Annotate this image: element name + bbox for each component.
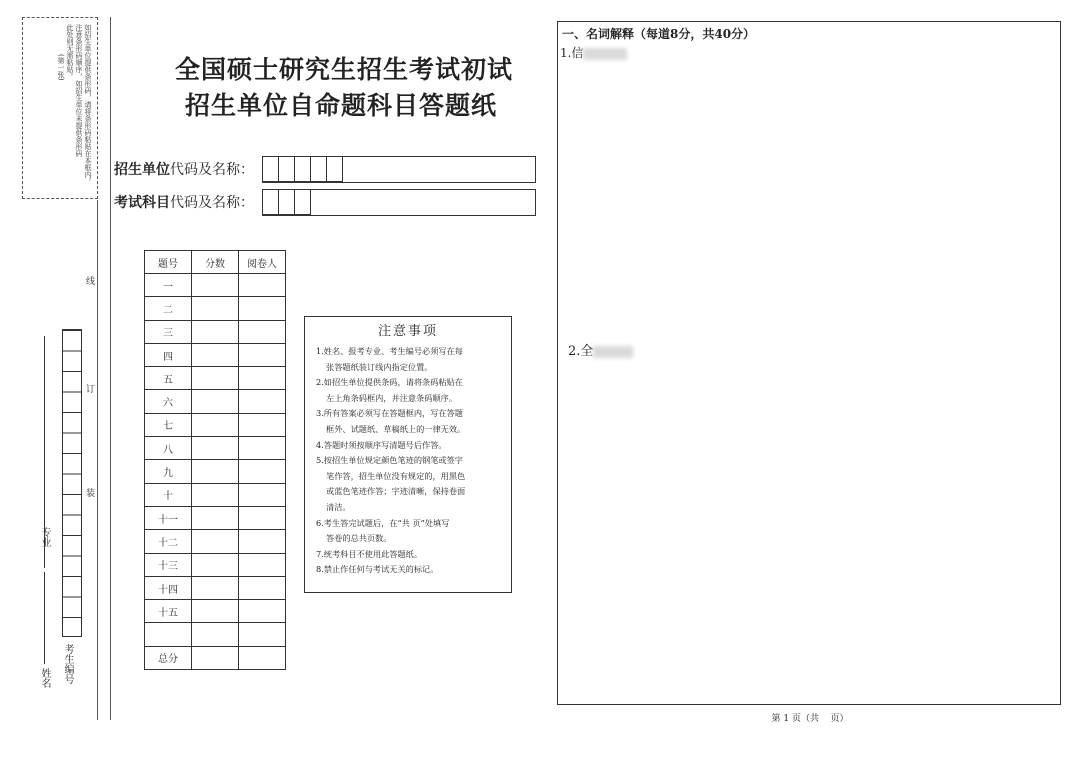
grader-cell[interactable] (239, 320, 286, 343)
table-row (145, 460, 286, 483)
grader-cell[interactable] (239, 576, 286, 599)
binding-mark-line: 线 (86, 277, 96, 287)
unit-label-bold: 招生单位 (114, 162, 170, 178)
question-no (145, 623, 192, 646)
table-row (145, 274, 286, 297)
grader-cell[interactable] (239, 623, 286, 646)
score-cell[interactable] (192, 600, 239, 623)
notes-title: 注意事项 (377, 324, 438, 339)
grader-cell[interactable] (239, 390, 286, 413)
subject-code-cells[interactable] (262, 189, 310, 215)
barcode-notice-line: 注意条形码顺序，如招生单位未提供条形码 (75, 24, 83, 157)
grader-cell[interactable] (239, 274, 286, 297)
note-line: 1.姓名、报考专业、考生编号必须写在每 (316, 346, 463, 356)
note-line: 左上角条码框内，并注意条码顺序。 (326, 392, 458, 403)
table-row (145, 297, 286, 320)
table-row (145, 390, 286, 413)
question-no: 十三 (145, 553, 192, 576)
note-line: 清洁。 (326, 501, 351, 512)
score-cell[interactable] (192, 576, 239, 599)
subject-label-bold: 考试科目 (114, 195, 170, 211)
answer-section-title: 一、名词解释（每道8分，共40分） (562, 27, 756, 41)
question-no: 十二 (145, 530, 192, 553)
score-cell[interactable] (192, 437, 239, 460)
barcode-notice-text (28, 24, 92, 194)
grader-cell[interactable] (239, 297, 286, 320)
note-line: 3.所有答案必须写在答题框内，写在答题 (316, 408, 463, 419)
header-score: 分数 (192, 251, 239, 274)
table-row (145, 553, 286, 576)
grader-cell[interactable] (239, 367, 286, 390)
question-no: 二 (145, 297, 192, 320)
score-cell[interactable] (192, 274, 239, 297)
grader-cell[interactable] (239, 530, 286, 553)
score-table-header (145, 251, 286, 274)
total-score-cell[interactable] (192, 646, 239, 669)
grader-cell[interactable] (239, 483, 286, 506)
total-grader-cell[interactable] (239, 646, 286, 669)
table-row (145, 483, 286, 506)
score-cell[interactable] (192, 320, 239, 343)
table-row (145, 437, 286, 460)
grader-cell[interactable] (239, 460, 286, 483)
total-label: 总分 (145, 646, 192, 669)
barcode-notice-line: 此处则无需粘贴。 (66, 24, 74, 80)
score-cell[interactable] (192, 483, 239, 506)
answer-q1-prefix: 1.信 (560, 46, 584, 60)
note-line: 答卷的总共页数。 (326, 533, 392, 544)
barcode-notice-line: 如招生单位提供条形码，请将条形码粘贴在本框内。 (84, 24, 92, 185)
note-line: 4.答题时须按顺序写清题号后作答。 (316, 439, 447, 450)
table-row (145, 576, 286, 599)
table-row (145, 343, 286, 366)
grader-cell[interactable] (239, 506, 286, 529)
header-question-no: 题号 (145, 251, 192, 274)
question-no: 十一 (145, 506, 192, 529)
redaction-blur (593, 346, 633, 358)
name-label: 姓名 (39, 668, 50, 688)
score-cell[interactable] (192, 460, 239, 483)
question-no: 三 (145, 320, 192, 343)
candidate-id-boxes[interactable] (62, 329, 82, 637)
subject-label-rest: 代码及名称： (170, 195, 254, 211)
table-row (145, 600, 286, 623)
notes-list (316, 344, 506, 578)
binding-line-inner (110, 17, 111, 720)
page-footer: 第 1 页（共 页） (771, 714, 849, 724)
table-row (145, 320, 286, 343)
score-cell[interactable] (192, 390, 239, 413)
note-line: 8.禁止作任何与考试无关的标记。 (316, 564, 439, 575)
note-line: 2.如招生单位提供条码，请将条码粘贴在 (316, 377, 463, 388)
question-no: 十四 (145, 576, 192, 599)
score-cell[interactable] (192, 367, 239, 390)
score-table (144, 250, 286, 670)
score-cell[interactable] (192, 530, 239, 553)
binding-mark-zhuang: 装 (86, 489, 96, 499)
question-no: 一 (145, 274, 192, 297)
unit-label (114, 159, 254, 179)
answer-q1 (560, 44, 627, 61)
subject-label (114, 192, 254, 212)
header-grader: 阅卷人 (239, 251, 286, 274)
score-cell[interactable] (192, 506, 239, 529)
unit-label-rest: 代码及名称： (170, 162, 254, 178)
table-row (145, 413, 286, 436)
answer-area[interactable] (557, 21, 1061, 705)
binding-line-outer (97, 200, 98, 720)
question-no: 八 (145, 437, 192, 460)
question-no: 十 (145, 483, 192, 506)
barcode-notice-line: (第一张) (57, 54, 65, 81)
question-no: 五 (145, 367, 192, 390)
grader-cell[interactable] (239, 413, 286, 436)
question-no: 十五 (145, 600, 192, 623)
note-line: 7.统考科目不使用此答题纸。 (316, 548, 423, 559)
score-cell[interactable] (192, 553, 239, 576)
grader-cell[interactable] (239, 600, 286, 623)
note-line: 张答题纸装订线内指定位置。 (326, 361, 433, 372)
grader-cell[interactable] (239, 437, 286, 460)
page-title-line1: 全国硕士研究生招生考试初试 (175, 55, 514, 84)
redaction-blur (583, 48, 627, 60)
binding-mark-ding: 订 (86, 385, 96, 395)
question-no: 六 (145, 390, 192, 413)
note-line: 5.按招生单位规定颜色笔迹的钢笔或签字 (316, 455, 463, 466)
table-row-total (145, 646, 286, 669)
score-cell[interactable] (192, 623, 239, 646)
note-line: 笔作答，招生单位没有规定的，用黑色 (326, 470, 466, 481)
score-cell[interactable] (192, 413, 239, 436)
name-underline[interactable] (44, 572, 45, 664)
question-no: 七 (145, 413, 192, 436)
question-no: 四 (145, 343, 192, 366)
table-row (145, 367, 286, 390)
table-row (145, 506, 286, 529)
candidate-id-label: 考生编号 (62, 644, 73, 684)
answer-q2 (568, 340, 633, 359)
major-label: 专业 (39, 527, 50, 547)
question-no: 九 (145, 460, 192, 483)
answer-q2-prefix: 2.全 (568, 344, 594, 359)
score-cell[interactable] (192, 343, 239, 366)
grader-cell[interactable] (239, 343, 286, 366)
table-row (145, 623, 286, 646)
note-line: 6.考生答完试题后，在“共 页”处填写 (316, 517, 450, 528)
unit-code-cells[interactable] (262, 156, 342, 182)
score-cell[interactable] (192, 297, 239, 320)
table-row (145, 530, 286, 553)
page-title-line2: 招生单位自命题科目答题纸 (185, 91, 498, 120)
grader-cell[interactable] (239, 553, 286, 576)
note-line: 框外、试题纸、草稿纸上的一律无效。 (326, 423, 466, 434)
note-line: 或蓝色笔迹作答；字迹清晰，保持卷面 (326, 486, 466, 497)
